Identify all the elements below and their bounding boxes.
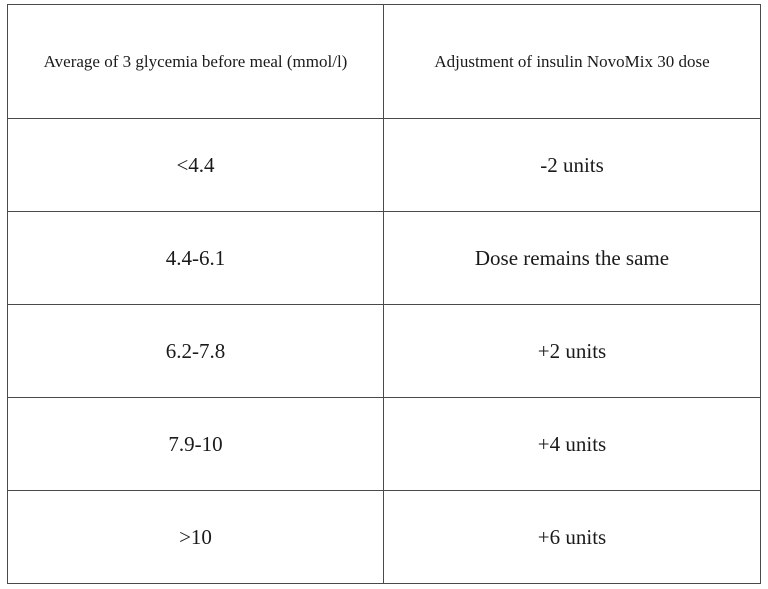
- header-insulin-adjustment: Adjustment of insulin NovoMix 30 dose: [384, 5, 761, 119]
- dose-adjustment-cell: +4 units: [384, 398, 761, 491]
- dose-adjustment-cell: Dose remains the same: [384, 212, 761, 305]
- table-header-row: [8, 5, 761, 119]
- glycemia-range-cell: <4.4: [8, 119, 384, 212]
- glycemia-range-cell: 4.4-6.1: [8, 212, 384, 305]
- table-row: [8, 212, 761, 305]
- glycemia-range-cell: 7.9-10: [8, 398, 384, 491]
- table-row: [8, 398, 761, 491]
- glycemia-range-cell: 6.2-7.8: [8, 305, 384, 398]
- glycemia-range-cell: >10: [8, 491, 384, 584]
- header-average-glycemia: Average of 3 glycemia before meal (mmol/l): [8, 5, 384, 119]
- dose-adjustment-cell: -2 units: [384, 119, 761, 212]
- dose-adjustment-cell: +6 units: [384, 491, 761, 584]
- table-row: [8, 119, 761, 212]
- table-row: [8, 491, 761, 584]
- insulin-dose-adjustment-table: [7, 4, 761, 584]
- table-row: [8, 305, 761, 398]
- dose-adjustment-cell: +2 units: [384, 305, 761, 398]
